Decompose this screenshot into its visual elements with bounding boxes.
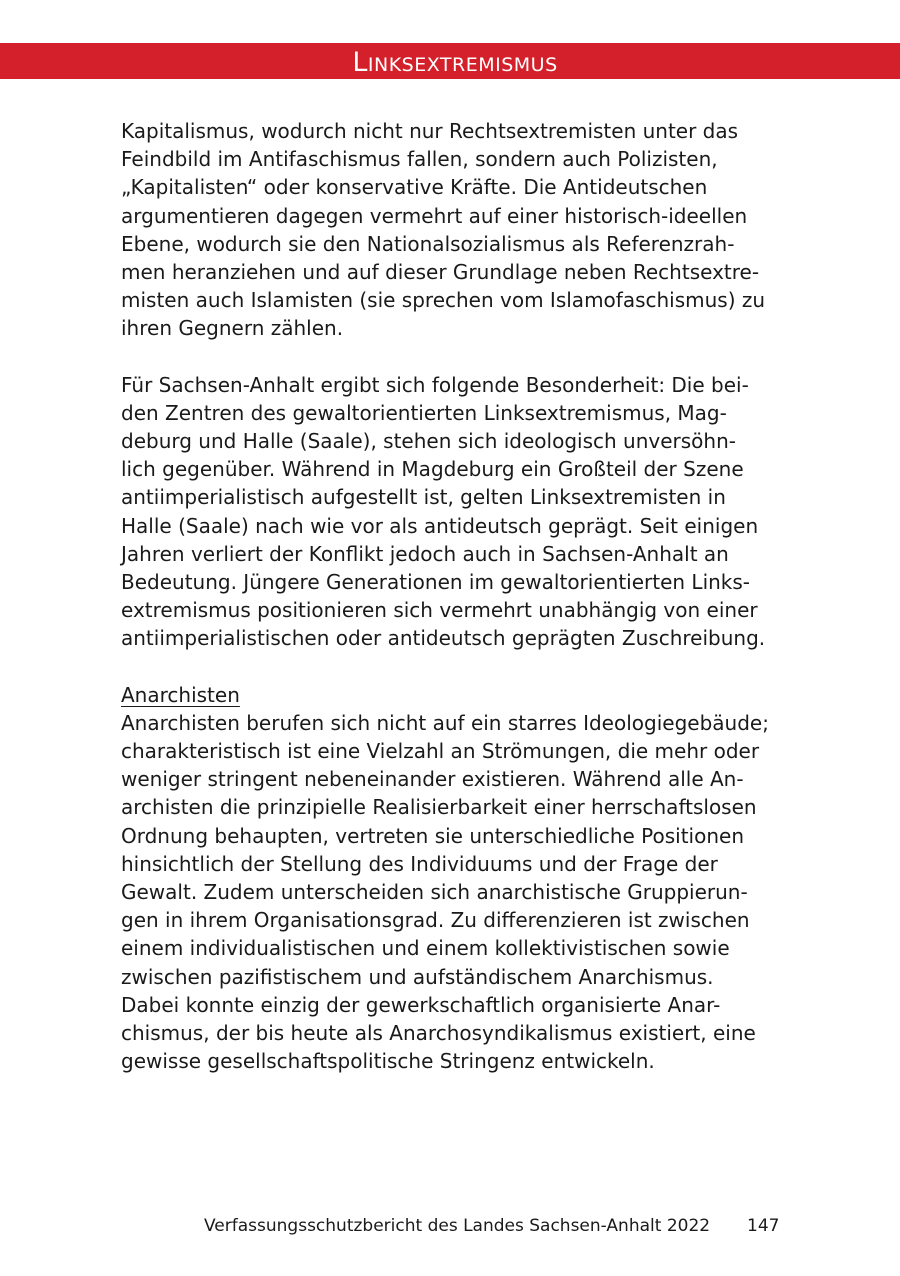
section-subheading: Anarchisten [121,682,240,707]
text-line: Ebene, wodurch sie den Nationalsozialismus als Referenzrah- [121,231,735,256]
text-line: archisten die prinzipielle Realisierbarkeit einer herrschaftslosen [121,795,757,820]
publication-title: Verfassungsschutzbericht des Landes Sachsen-Anhalt 2022 [204,1216,711,1236]
text-line: Kapitalismus, wodurch nicht nur Rechtsextremisten unter das [121,119,739,143]
text-line: Halle (Saale) nach wie vor als antideutsch geprägt. Seit einigen [121,513,759,538]
text-line: antiimperialistisch aufgestellt ist, gelten Linksextremisten in [121,485,726,510]
text-line: Feindbild im Antifaschismus fallen, sondern auch Polizisten, [121,147,718,172]
text-line: weniger stringent nebeneinander existieren. Während alle An- [121,767,744,792]
text-line: Gewalt. Zudem unterscheiden sich anarchistische Gruppierun- [121,880,748,905]
text-line: argumentieren dagegen vermehrt auf einer historisch-ideellen [121,203,748,228]
section-anarchisten [121,681,781,1076]
text-line: Für Sachsen-Anhalt ergibt sich folgende Besonderheit: Die bei- [121,372,749,397]
text-line: chismus, der bis heute als Anarchosyndikalismus existiert, eine [121,1021,756,1046]
text-line: misten auch Islamisten (sie sprechen vom Islamofaschismus) zu [121,288,766,313]
paragraph-spacer [121,343,781,371]
text-line: gewisse gesellschaftspolitische Stringenz entwickeln. [121,1049,655,1074]
text-line: antiimperialistischen oder antideutsch geprägten Zuschreibung. [121,626,766,651]
paragraph-spacer [121,653,781,681]
text-line: Jahren verliert der Konflikt jedoch auch in Sachsen-Anhalt an [121,541,729,566]
text-line: gen in ihrem Organisationsgrad. Zu differenzieren ist zwischen [121,908,750,933]
paragraph-2 [121,371,781,653]
text-line: den Zentren des gewaltorientierten Linksextremismus, Mag- [121,400,727,425]
text-line: Ordnung behaupten, vertreten sie unterschiedliche Positionen [121,823,745,848]
paragraph-1 [121,117,781,343]
text-line: Bedeutung. Jüngere Generationen im gewaltorientierten Links- [121,570,751,595]
text-line: zwischen pazifistischem und aufständischem Anarchismus. [121,964,714,989]
text-line: einem individualistischen und einem kollektivistischen sowie [121,936,730,961]
text-line: ihren Gegnern zählen. [121,316,344,341]
chapter-title: Linksextremismus [352,47,558,78]
chapter-header-band [0,43,900,79]
text-line: men heranziehen und auf dieser Grundlage neben Rechtsextre- [121,260,760,285]
text-line: Dabei konnte einzig der gewerkschaftlich organisierte Anar- [121,992,721,1017]
main-content [121,117,781,1076]
page-number: 147 [747,1216,780,1236]
text-line: lich gegenüber. Während in Magdeburg ein Großteil der Szene [121,457,744,482]
text-line: extremismus positionieren sich vermehrt unabhängig von einer [121,598,758,623]
text-line: hinsichtlich der Stellung des Individuums und der Frage der [121,851,718,876]
text-line: „Kapitalisten“ oder konservative Kräfte. Die Antideutschen [121,175,708,200]
text-line: Anarchisten berufen sich nicht auf ein starres Ideologiegebäude; [121,710,769,735]
text-line: deburg und Halle (Saale), stehen sich ideologisch unversöhn- [121,429,736,454]
text-line: charakteristisch ist eine Vielzahl an Strömungen, die mehr oder [121,739,760,764]
